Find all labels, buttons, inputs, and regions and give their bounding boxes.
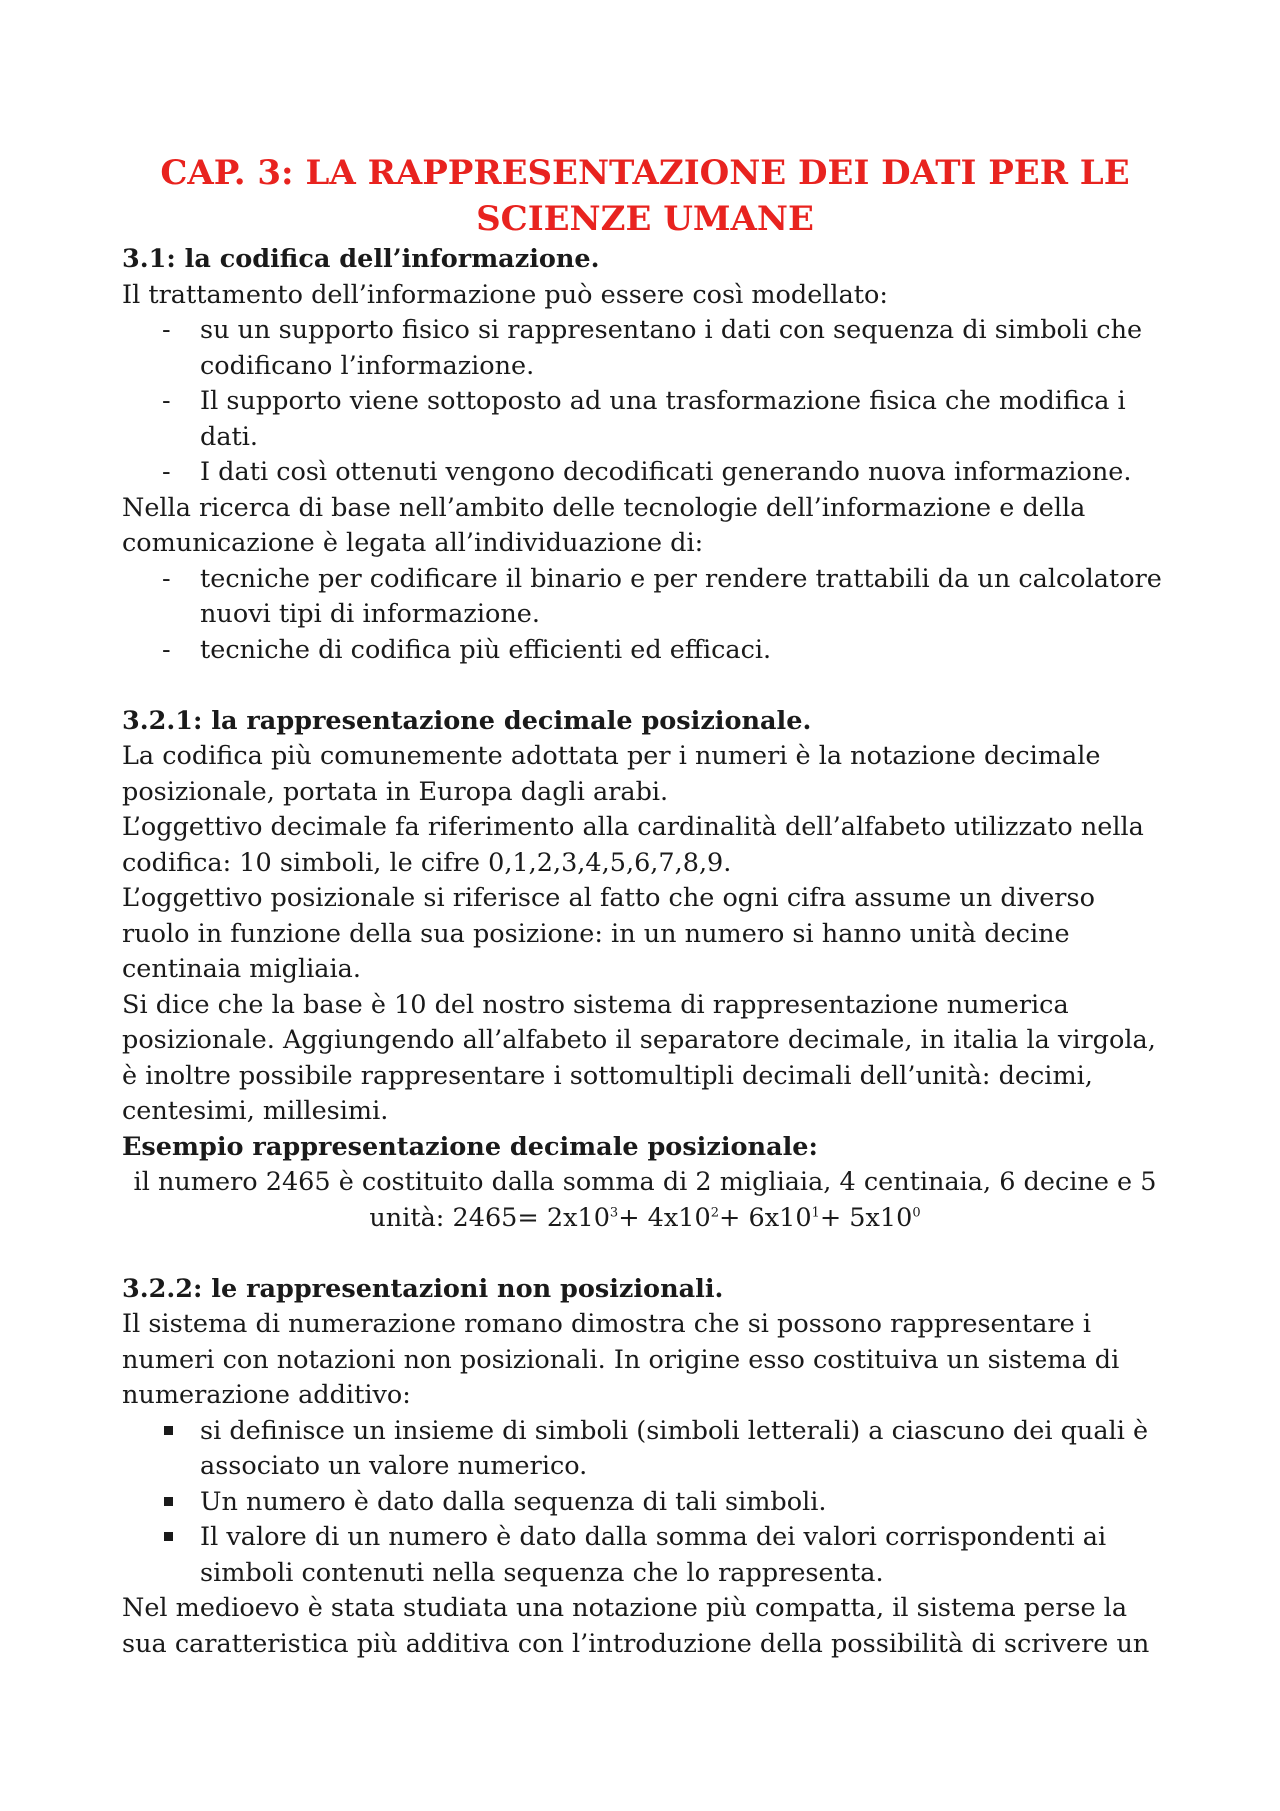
square-bullet-icon — [164, 1426, 173, 1435]
list-item — [122, 313, 1168, 384]
paragraph: L’oggettivo posizionale si riferisce al fatto che ogni cifra assume un diverso ruolo in funzione della sua posizione: in un numero si hanno unità decine centinaia migliaia. — [122, 883, 1095, 984]
list-item-text: Il supporto viene sottoposto ad una trasformazione fisica che modifica i dati. — [200, 386, 1126, 452]
paragraph: Si dice che la base è 10 del nostro sistema di rappresentazione numerica posizionale. Aggiungendo all’alfabeto il separatore decimale, in italia la virgola, è inoltre possibile rappresentare i sottomultipli decimali dell’unità: decimi, centesimi, millesimi. — [122, 989, 1156, 1126]
section-3-1-intro: Il trattamento dell’informazione può essere così modellato: — [122, 279, 888, 310]
section-3-1-paragraph: Nella ricerca di base nell’ambito delle tecnologie dell’informazione e della comunicazione è legata all’individuazione di: — [122, 492, 1086, 558]
example-heading: Esempio rappresentazione decimale posizionale: — [122, 1131, 818, 1162]
list-item-text: tecniche per codificare il binario e per rendere trattabili da un calcolatore nuovi tipi di informazione. — [200, 563, 1162, 629]
paragraph: L’oggettivo decimale fa riferimento alla cardinalità dell’alfabeto utilizzato nella codifica: 10 simboli, le cifre 0,1,2,3,4,5,6,7,8,9. — [122, 812, 1144, 878]
section-3-1-heading: 3.1: la codifica dell’informazione. — [122, 244, 600, 274]
dash-marker: - — [162, 457, 171, 487]
paragraph: Il sistema di numerazione romano dimostra che si possono rappresentare i numeri con notazioni non posizionali. In origine esso costituiva un sistema di numerazione additivo: — [122, 1309, 1120, 1410]
section-3-2-1-heading: 3.2.1: la rappresentazione decimale posizionale. — [122, 705, 812, 736]
square-bullet-icon — [164, 1497, 173, 1506]
section-3-1-list — [122, 313, 1168, 491]
example-line: il numero 2465 è costituito dalla somma di 2 migliaia, 4 centinaia, 6 decine e 5 — [133, 1167, 1157, 1197]
list-item-text: su un supporto fisico si rappresentano i dati con sequenza di simboli che codificano l’informazione. — [200, 315, 1143, 381]
dash-marker: - — [162, 634, 171, 665]
dash-marker: - — [162, 563, 171, 594]
list-item — [122, 633, 1168, 669]
spacer — [122, 1236, 1168, 1272]
document-page — [122, 150, 1168, 1662]
list-item — [122, 455, 1168, 491]
chapter-title: CAP. 3: LA RAPPRESENTAZIONE DEI DATI PER LE SCIENZE UMANE — [160, 153, 1130, 239]
spacer — [122, 668, 1168, 704]
section-3-2-2-heading: 3.2.2: le rappresentazioni non posizionali. — [122, 1273, 724, 1304]
list-item — [122, 562, 1168, 633]
list-item-text: si definisce un insieme di simboli (simboli letterali) a ciascuno dei quali è associato un valore numerico. — [200, 1415, 1149, 1481]
list-item-text: tecniche di codifica più efficienti ed efficaci. — [200, 634, 772, 665]
list-item-text: Il valore di un numero è dato dalla somma dei valori corrispondenti ai simboli contenuti nella sequenza che lo rappresenta. — [200, 1522, 1107, 1588]
section-3-2-2-list — [122, 1414, 1168, 1592]
list-item-text: Un numero è dato dalla sequenza di tali simboli. — [200, 1486, 827, 1517]
list-item — [122, 1414, 1168, 1485]
dash-marker: - — [162, 386, 171, 416]
square-bullet-icon — [164, 1532, 173, 1541]
list-item — [122, 1520, 1168, 1591]
paragraph: La codifica più comunemente adottata per i numeri è la notazione decimale posizionale, portata in Europa dagli arabi. — [122, 741, 1101, 807]
dash-marker: - — [162, 315, 171, 345]
list-item — [122, 384, 1168, 455]
example-formula: unità: $2465= 2x10^3+ 4x10^2+ 6x10^1+ 5x10^0$ — [369, 1202, 921, 1233]
section-3-1-list-2 — [122, 562, 1168, 669]
list-item-text: I dati così ottenuti vengono decodificati generando nuova informazione. — [200, 457, 1132, 487]
paragraph: Nel medioevo è stata studiata una notazione più compatta, il sistema perse la sua caratteristica più additiva con l’introduzione della possibilità di scrivere un — [122, 1593, 1150, 1659]
list-item — [122, 1485, 1168, 1521]
